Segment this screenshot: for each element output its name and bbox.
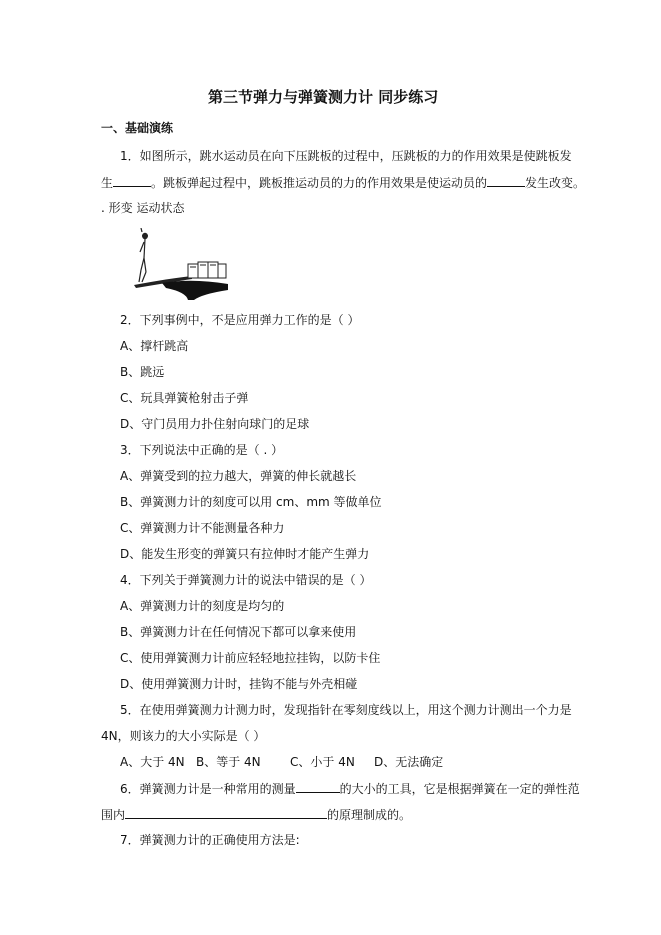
section-heading: 一、基础演练 (101, 121, 174, 135)
q2-option-d: D、守门员用力扑住射向球门的足球 (120, 417, 310, 431)
page-title: 第三节弹力与弹簧测力计 同步练习 (208, 88, 439, 106)
q5-option-d: D、无法确定 (374, 755, 444, 769)
q3-option-d: D、能发生形变的弹簧只有拉伸时才能产生弹力 (120, 547, 370, 561)
q1-line2-b: 。跳板弹起过程中，跳板推运动员的力的作用效果是使运动员的 (151, 176, 488, 190)
q2-option-b: B、跳远 (120, 365, 165, 379)
q5-option-b: B、等于 4N (196, 755, 261, 769)
q5-option-c: C、小于 4N (290, 755, 355, 769)
q3-option-c: C、弹簧测力计不能测量各种力 (120, 521, 285, 535)
diver-figure (139, 228, 148, 282)
q1-line2 (101, 175, 585, 190)
q6-line2-a: 围内 (101, 808, 126, 822)
q5-line1: 5．在使用弹簧测力计测力时，发现指针在零刻度线以上，用这个测力计测出一个力是 (120, 703, 572, 717)
q2-option-c: C、玩具弹簧枪射击子弹 (120, 391, 249, 405)
q4-option-a: A、弹簧测力计的刻度是均匀的 (120, 599, 285, 613)
q4-option-c: C、使用弹簧测力计前应轻轻地拉挂钩，以防卡住 (120, 651, 381, 665)
q2-stem: 2．下列事例中，不是应用弹力工作的是（ ） (120, 313, 360, 327)
support-blocks (188, 262, 226, 278)
q4-option-d: D、使用弹簧测力计时，挂钩不能与外壳相碰 (120, 677, 358, 691)
q2-option-a: A、撑杆跳高 (120, 339, 189, 353)
q3-option-a: A、弹簧受到的拉力越大，弹簧的伸长就越长 (120, 469, 357, 483)
q6-line2 (101, 807, 411, 822)
q1-blank-2 (487, 175, 525, 187)
q4-option-b: B、弹簧测力计在任何情况下都可以拿来使用 (120, 625, 357, 639)
q5-line2: 4N，则该力的大小实际是（ ） (101, 729, 266, 743)
q6-line2-b: 的原理制成的。 (327, 808, 412, 822)
q1-line2-a: 生 (101, 176, 114, 190)
diving-board-figure (132, 228, 232, 300)
q6-blank-1 (296, 781, 340, 793)
q1-line2-c: 发生改变。 (525, 176, 586, 190)
q5-option-a: A、大于 4N (120, 755, 185, 769)
q1-line1: 1．如图所示，跳水运动员在向下压跳板的过程中，压跳板的力的作用效果是使跳板发 (120, 149, 572, 163)
q1-answer: . 形变 运动状态 (101, 201, 185, 215)
q3-stem: 3．下列说法中正确的是（ . ） (120, 443, 284, 457)
board-base (162, 281, 228, 300)
q1-blank-1 (113, 175, 151, 187)
q7-stem: 7．弹簧测力计的正确使用方法是: (120, 833, 300, 847)
q4-stem: 4．下列关于弹簧测力计的说法中错误的是（ ） (120, 573, 372, 587)
q6-line1-b: 的大小的工具，它是根据弹簧在一定的弹性范 (339, 782, 580, 796)
q3-option-b: B、弹簧测力计的刻度可以用 cm、mm 等做单位 (120, 495, 382, 509)
q6-line1 (120, 781, 580, 796)
q6-line1-a: 6．弹簧测力计是一种常用的测量 (120, 782, 296, 796)
q6-blank-2 (125, 807, 327, 819)
